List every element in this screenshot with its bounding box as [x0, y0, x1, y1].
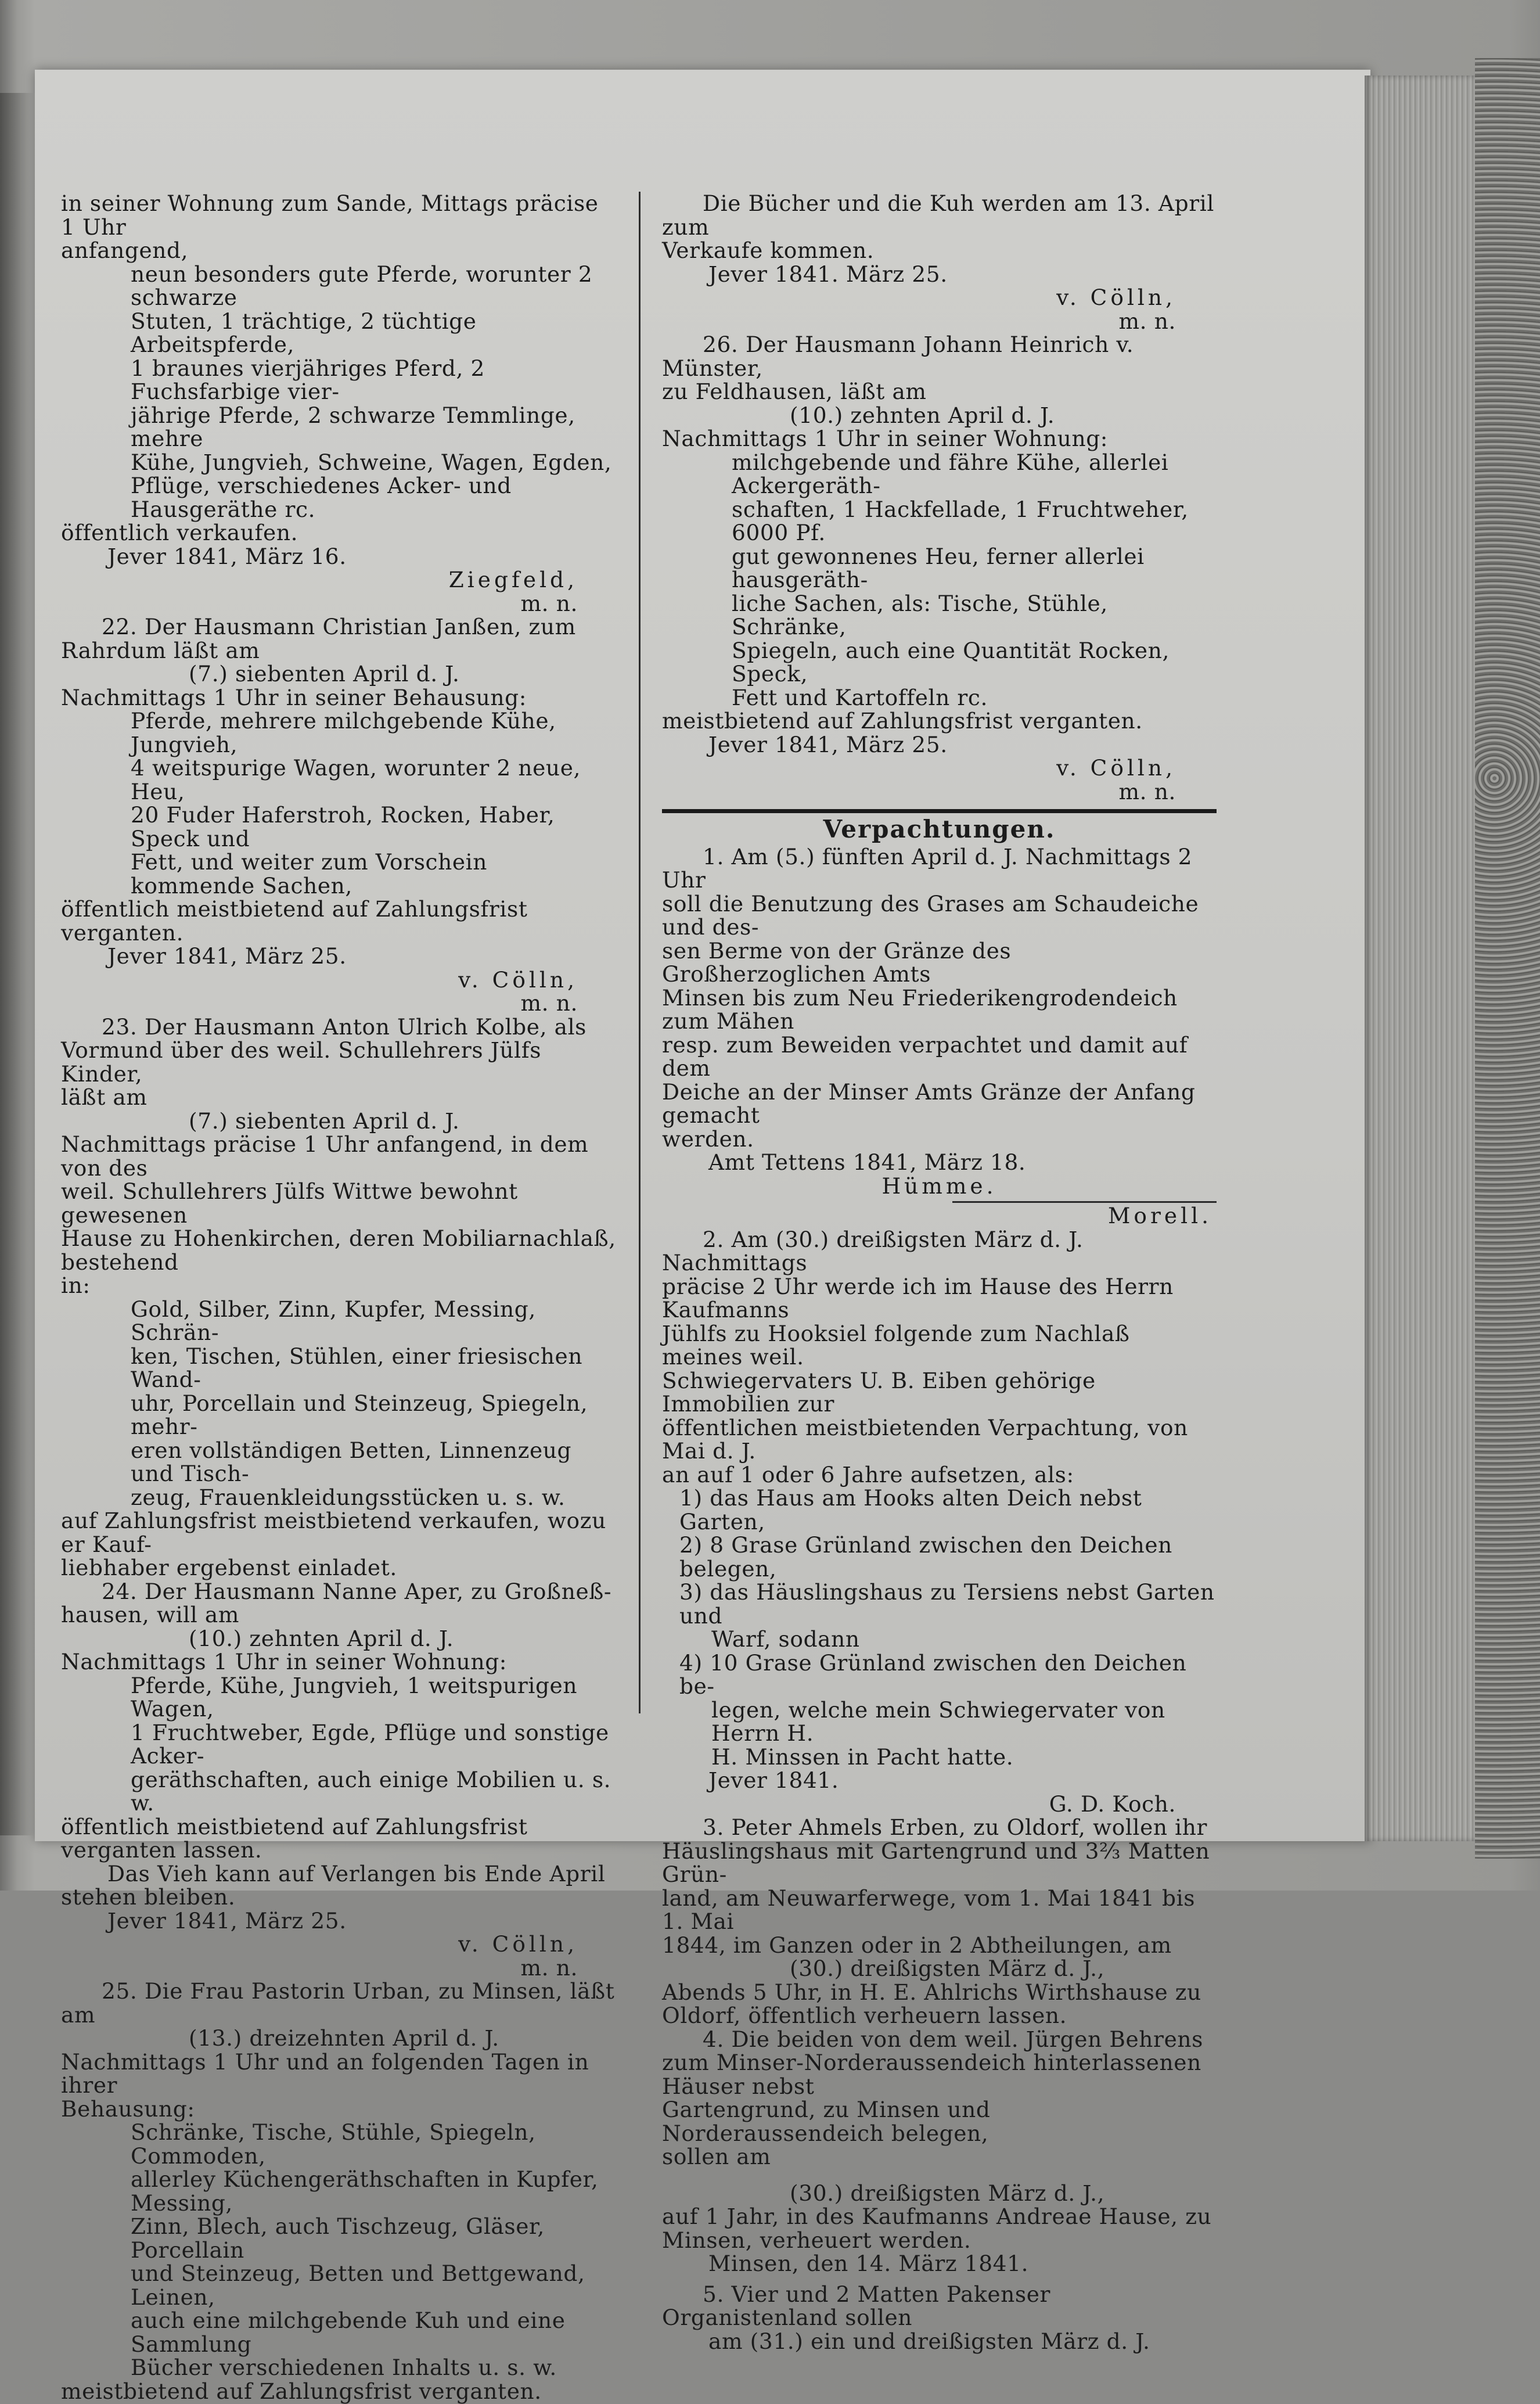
- text-line: Deiche an der Minser Amts Gränze der Anfang gemacht: [662, 1079, 1196, 1128]
- dateline: Jever 1841, März 16.: [107, 543, 347, 569]
- text-line: Kühe, Jungvieh, Schweine, Wagen, Egden,: [131, 449, 612, 475]
- text-line: Nachmittags 1 Uhr in seiner Behausung:: [61, 684, 527, 710]
- text-line: läßt am: [61, 1084, 147, 1110]
- text-line: Die Bücher und die Kuh werden am 13. April zum: [662, 191, 1214, 240]
- text-line: sen Berme von der Gränze des Großherzoglichen Amts: [662, 937, 1012, 987]
- list-item: 2) 8 Grase Grünland zwischen den Deichen belegen,: [679, 1532, 1172, 1582]
- list-item: 3) das Häuslingshaus zu Tersiens nebst Garten und: [679, 1579, 1215, 1629]
- text-line: 1 Fruchtweber, Egde, Pflüge und sonstige Acker-: [131, 1719, 609, 1769]
- text-line: zu Feldhausen, läßt am: [662, 379, 927, 404]
- text-line: Minsen, verheuert werden.: [662, 2227, 972, 2253]
- text-line: weil. Schullehrers Jülfs Wittwe bewohnt gewesenen: [61, 1178, 518, 1228]
- text-line: Minsen bis zum Neu Friederikengrodendeich zum Mähen: [662, 984, 1178, 1034]
- signature: Ziegfeld,: [448, 567, 578, 592]
- text-line: öffentlichen meistbietenden Verpachtung, von Mai d. J.: [662, 1414, 1188, 1464]
- text-line: sollen am: [662, 2144, 771, 2169]
- text-line: schaften, 1 Hackfellade, 1 Fruchtweher, 6000 Pf.: [732, 496, 1189, 545]
- dateline: Jever 1841. März 25.: [708, 261, 948, 287]
- date-line: (10.) zehnten April d. J.: [189, 1625, 454, 1651]
- dateline: Jever 1841, März 25.: [107, 943, 347, 969]
- signature: v. Cölln,: [458, 966, 578, 993]
- text-line: Stuten, 1 trächtige, 2 tüchtige Arbeitspferde,: [131, 308, 477, 357]
- signature-mn: m. n.: [1118, 308, 1176, 334]
- text-line: Häuslingshaus mit Gartengrund und 3⅔ Matten Grün-: [662, 1838, 1210, 1887]
- text-line: Schränke, Tische, Stühle, Spiegeln, Commoden,: [131, 2119, 536, 2169]
- text-line: öffentlich meistbietend auf Zahlungsfrist verganten lassen.: [61, 1813, 528, 1863]
- date-line: (30.) dreißigsten März d. J.,: [790, 1956, 1105, 1981]
- text-line: am (31.) ein und dreißigsten März d. J.: [708, 2328, 1150, 2354]
- notice-5: 5. Vier und 2 Matten Pakenser Organistenland sollen: [662, 2281, 1051, 2330]
- notice-23: 23. Der Hausmann Anton Ulrich Kolbe, als: [102, 1014, 587, 1040]
- text-line: Nachmittags 1 Uhr in seiner Wohnung:: [662, 426, 1109, 451]
- text-line: Pferde, Kühe, Jungvieh, 1 weitspurigen Wagen,: [131, 1672, 578, 1722]
- text-line: milchgebende und fähre Kühe, allerlei Ackergeräth-: [732, 449, 1169, 498]
- list-item: legen, welche mein Schwiegervater von Herrn H.: [711, 1697, 1165, 1746]
- notice-3: 3. Peter Ahmels Erben, zu Oldorf, wollen ihr: [703, 1814, 1208, 1840]
- text-line: Fett, und weiter zum Vorschein kommende Sachen,: [131, 849, 488, 899]
- text-line: an auf 1 oder 6 Jahre aufsetzen, als:: [662, 1461, 1074, 1487]
- text-line: land, am Neuwarferwege, vom 1. Mai 1841 bis 1. Mai: [662, 1885, 1196, 1934]
- text-line: auf Zahlungsfrist meistbietend verkaufen, wozu er Kauf-: [61, 1508, 606, 1557]
- section-heading: Verpachtungen.: [823, 815, 1056, 843]
- text-line: resp. zum Beweiden verpachtet und damit auf dem: [662, 1032, 1188, 1081]
- text-line: zum Minser-Norderaussendeich hinterlassenen Häuser nebst: [662, 2050, 1201, 2099]
- notice-2: 2. Am (30.) dreißigsten März d. J. Nachmittags: [662, 1226, 1084, 1275]
- text-line: öffentlich meistbietend auf Zahlungsfrist verganten.: [61, 896, 528, 946]
- date-line: (10.) zehnten April d. J.: [790, 402, 1055, 428]
- text-line: Hause zu Hohenkirchen, deren Mobiliarnachlaß, bestehend: [61, 1226, 616, 1275]
- date-line: (7.) siebenten April d. J.: [189, 1108, 460, 1134]
- text-line: Verkaufe kommen.: [662, 238, 875, 263]
- text-line: hausen, will am: [61, 1602, 240, 1627]
- text-line: in seiner Wohnung zum Sande, Mittags präcise 1 Uhr: [61, 191, 599, 240]
- marbled-cover-edge: [1475, 58, 1540, 1859]
- list-item: 4) 10 Grase Grünland zwischen den Deichen be-: [679, 1650, 1187, 1699]
- text-line: Abends 5 Uhr, in H. E. Ahlrichs Wirthshause zu: [662, 1979, 1201, 2005]
- notice-26: 26. Der Hausmann Johann Heinrich v. Münster,: [662, 332, 1134, 381]
- date-line: (13.) dreizehnten April d. J.: [189, 2025, 499, 2051]
- text-line: meistbietend auf Zahlungsfrist verganten.: [61, 2378, 542, 2404]
- signature: Morell.: [1108, 1203, 1212, 1228]
- text-line: neun besonders gute Pferde, worunter 2 schwarze: [131, 261, 593, 310]
- signature-mn: m. n.: [520, 990, 578, 1016]
- text-line: Vormund über des weil. Schullehrers Jülfs Kinder,: [61, 1037, 542, 1087]
- left-column: [61, 192, 618, 2403]
- text-line: Pferde, mehrere milchgebende Kühe, Jungvieh,: [131, 708, 556, 757]
- date-line: (7.) siebenten April d. J.: [189, 661, 460, 687]
- text-line: werden.: [662, 1126, 754, 1152]
- signature: v. Cölln,: [458, 1931, 578, 1957]
- text-line: gut gewonnenes Heu, ferner allerlei hausgeräth-: [732, 543, 1145, 592]
- text-line: Jühlfs zu Hooksiel folgende zum Nachlaß meines weil.: [662, 1320, 1130, 1370]
- text-line: geräthschaften, auch einige Mobilien u. s. w.: [131, 1766, 611, 1816]
- text-line: Zinn, Blech, auch Tischzeug, Gläser, Porcellain: [131, 2213, 545, 2263]
- notice-1: 1. Am (5.) fünften April d. J. Nachmittags 2 Uhr: [662, 843, 1193, 893]
- dateline: Amt Tettens 1841, März 18.: [708, 1149, 1026, 1175]
- text-line: öffentlich verkaufen.: [61, 520, 298, 545]
- text-line: uhr, Porcellain und Steinzeug, Spiegeln, mehr-: [131, 1390, 588, 1439]
- date-line: (30.) dreißigsten März d. J.,: [790, 2180, 1105, 2206]
- text-line: Schwiegervaters U. B. Eiben gehörige Immobilien zur: [662, 1367, 1096, 1417]
- text-line: Nachmittags präcise 1 Uhr anfangend, in dem von des: [61, 1131, 589, 1181]
- notice-24: 24. Der Hausmann Nanne Aper, zu Großneß-: [102, 1578, 612, 1604]
- signature: v. Cölln,: [1056, 285, 1176, 310]
- signature-mn: m. n.: [520, 590, 578, 616]
- dateline: Minsen, den 14. März 1841.: [708, 2251, 1029, 2276]
- signature-mn: m. n.: [520, 1954, 578, 1981]
- text-line: Pflüge, verschiedenes Acker- und Hausgeräthe rc.: [131, 473, 512, 522]
- text-line: jährige Pferde, 2 schwarze Temmlinge, mehre: [131, 402, 575, 451]
- text-line: liebhaber ergebenst einladet.: [61, 1555, 397, 1580]
- text-line: Fett und Kartoffeln rc.: [732, 684, 988, 710]
- list-item: 1) das Haus am Hooks alten Deich nebst Garten,: [679, 1485, 1142, 1535]
- text-line: 20 Fuder Haferstroh, Rocken, Haber, Speck und: [131, 802, 555, 851]
- text-line: und Steinzeug, Betten und Bettgewand, Leinen,: [131, 2261, 585, 2310]
- text-line: liche Sachen, als: Tische, Stühle, Schränke,: [732, 590, 1108, 639]
- list-item: Warf, sodann: [711, 1626, 860, 1652]
- text-line: Bücher verschiedenen Inhalts u. s. w.: [131, 2355, 557, 2380]
- text-line: auch eine milchgebende Kuh und eine Sammlung: [131, 2308, 566, 2357]
- text-line: anfangend,: [61, 238, 189, 263]
- dateline: Jever 1841.: [708, 1767, 839, 1793]
- dateline: Jever 1841, März 25.: [708, 731, 948, 757]
- text-line: in:: [61, 1273, 91, 1298]
- notice-22: 22. Der Hausmann Christian Janßen, zum: [102, 614, 576, 639]
- text-line: soll die Benutzung des Grases am Schaudeiche und des-: [662, 890, 1199, 940]
- text-line: Das Vieh kann auf Verlangen bis Ende April: [107, 1860, 606, 1886]
- text-line: Nachmittags 1 Uhr in seiner Wohnung:: [61, 1649, 508, 1674]
- text-line: auf 1 Jahr, in des Kaufmanns Andreae Hause, zu: [662, 2204, 1212, 2229]
- text-line: ken, Tischen, Stühlen, einer friesischen Wand-: [131, 1343, 583, 1392]
- list-item: H. Minssen in Pacht hatte.: [711, 1744, 1014, 1770]
- signature: v. Cölln,: [1056, 755, 1176, 781]
- text-line: Rahrdum läßt am: [61, 637, 260, 663]
- signature: Hümme.: [881, 1173, 997, 1199]
- text-line: Nachmittags 1 Uhr und an folgenden Tagen in ihrer: [61, 2049, 589, 2098]
- text-line: allerley Küchengeräthschaften in Kupfer, Messing,: [131, 2166, 599, 2216]
- notice-4: 4. Die beiden von dem weil. Jürgen Behrens: [703, 2026, 1203, 2052]
- column-divider: [639, 192, 641, 1713]
- signature-mn: m. n.: [1118, 778, 1176, 804]
- text-line: stehen bleiben.: [61, 1884, 236, 1910]
- text-line: 1 braunes vierjähriges Pferd, 2 Fuchsfarbige vier-: [131, 355, 485, 404]
- text-line: eren vollständigen Betten, Linnenzeug und Tisch-: [131, 1437, 572, 1486]
- text-line: Behausung:: [61, 2096, 195, 2122]
- text-line: 4 weitspurige Wagen, worunter 2 neue, Heu,: [131, 755, 581, 804]
- text-line: Oldorf, öffentlich verheuern lassen.: [662, 2003, 1067, 2028]
- signature: G. D. Koch.: [1049, 1791, 1176, 1817]
- text-line: meistbietend auf Zahlungsfrist verganten.: [662, 708, 1143, 734]
- text-line: zeug, Frauenkleidungsstücken u. s. w.: [131, 1484, 566, 1510]
- text-line: Spiegeln, auch eine Quantität Rocken, Speck,: [732, 637, 1170, 687]
- section-rule: [662, 809, 1217, 813]
- text-line: Gold, Silber, Zinn, Kupfer, Messing, Schrän-: [131, 1296, 536, 1345]
- text-line: 1844, im Ganzen oder in 2 Abtheilungen, am: [662, 1932, 1172, 1958]
- right-column: [662, 192, 1217, 2353]
- text-line: Gartengrund, zu Minsen und Norderaussendeich belegen,: [662, 2097, 991, 2146]
- notice-25: 25. Die Frau Pastorin Urban, zu Minsen, läßt am: [61, 1978, 615, 2028]
- text-line: präcise 2 Uhr werde ich im Hause des Herrn Kaufmanns: [662, 1273, 1174, 1323]
- dateline: Jever 1841, März 25.: [107, 1907, 347, 1934]
